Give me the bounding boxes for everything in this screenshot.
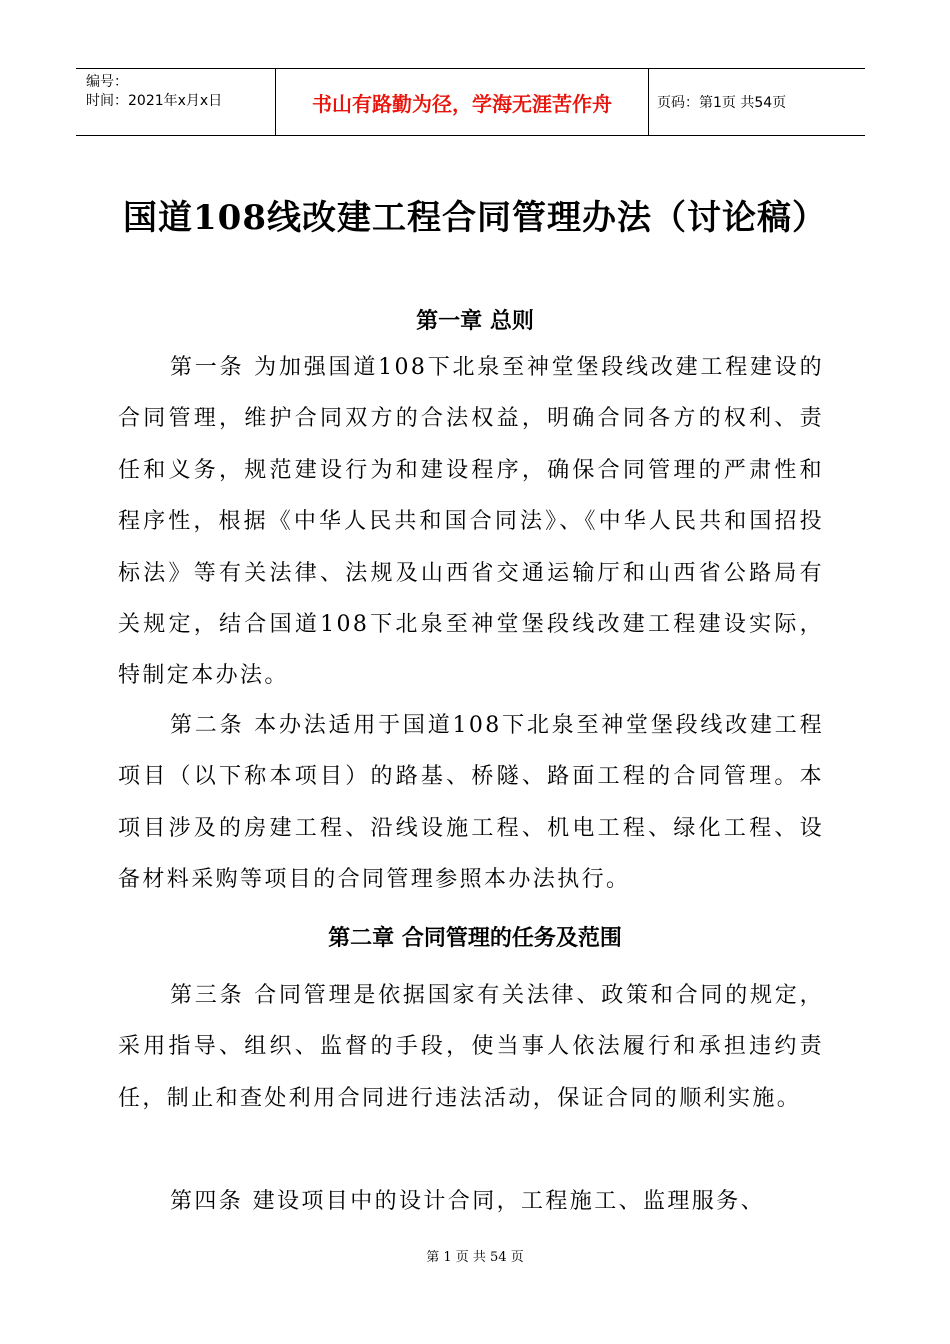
header-number-label: 编号：: [86, 74, 128, 90]
chapter-heading-2: 第二章 合同管理的任务及范围: [328, 926, 622, 951]
article-paragraph-3: 第三条 合同管理是依据国家有关法律、政策和合同的规定，采用指导、组织、监督的手段，使当事人依法履行和承担违约责任，制止和查处利用合同进行违法活动，保证合同的顺利实施。: [118, 983, 824, 1111]
document-title: 国道108线改建工程合同管理办法（讨论稿）: [123, 198, 827, 238]
header-time-label: 时间：2021年x月x日: [86, 93, 223, 109]
header-page-info: 页码：第1页 共54页: [657, 95, 787, 111]
document-header-table: [76, 68, 865, 136]
page-footer: 第 1 页 共 54 页: [426, 1250, 524, 1265]
article-paragraph-4: 第四条 建设项目中的设计合同，工程施工、监理服务、: [170, 1189, 765, 1214]
header-meta-cell: [76, 69, 276, 135]
chapter-heading-1: 第一章 总则: [416, 309, 534, 334]
header-motto: 书山有路勤为径，学海无涯苦作舟: [276, 69, 649, 135]
article-paragraph-2: 第二条 本办法适用于国道108下北泉至神堂堡段线改建工程项目（以下称本项目）的路基、桥隧、路面工程的合同管理。本项目涉及的房建工程、沿线设施工程、机电工程、绿化工程、设备材料采购等项目的合同管理参照本办法执行。: [118, 713, 824, 893]
article-paragraph-1: 第一条 为加强国道108下北泉至神堂堡段线改建工程建设的合同管理，维护合同双方的合法权益，明确合同各方的权利、责任和义务，规范建设行为和建设程序，确保合同管理的严肃性和程序性，根据《中华人民共和国合同法》、《中华人民共和国招投标法》等有关法律、法规及山西省交通运输厅和山西省公路局有关规定，结合国道108下北泉至神堂堡段线改建工程建设实际，特制定本办法。: [118, 355, 824, 689]
